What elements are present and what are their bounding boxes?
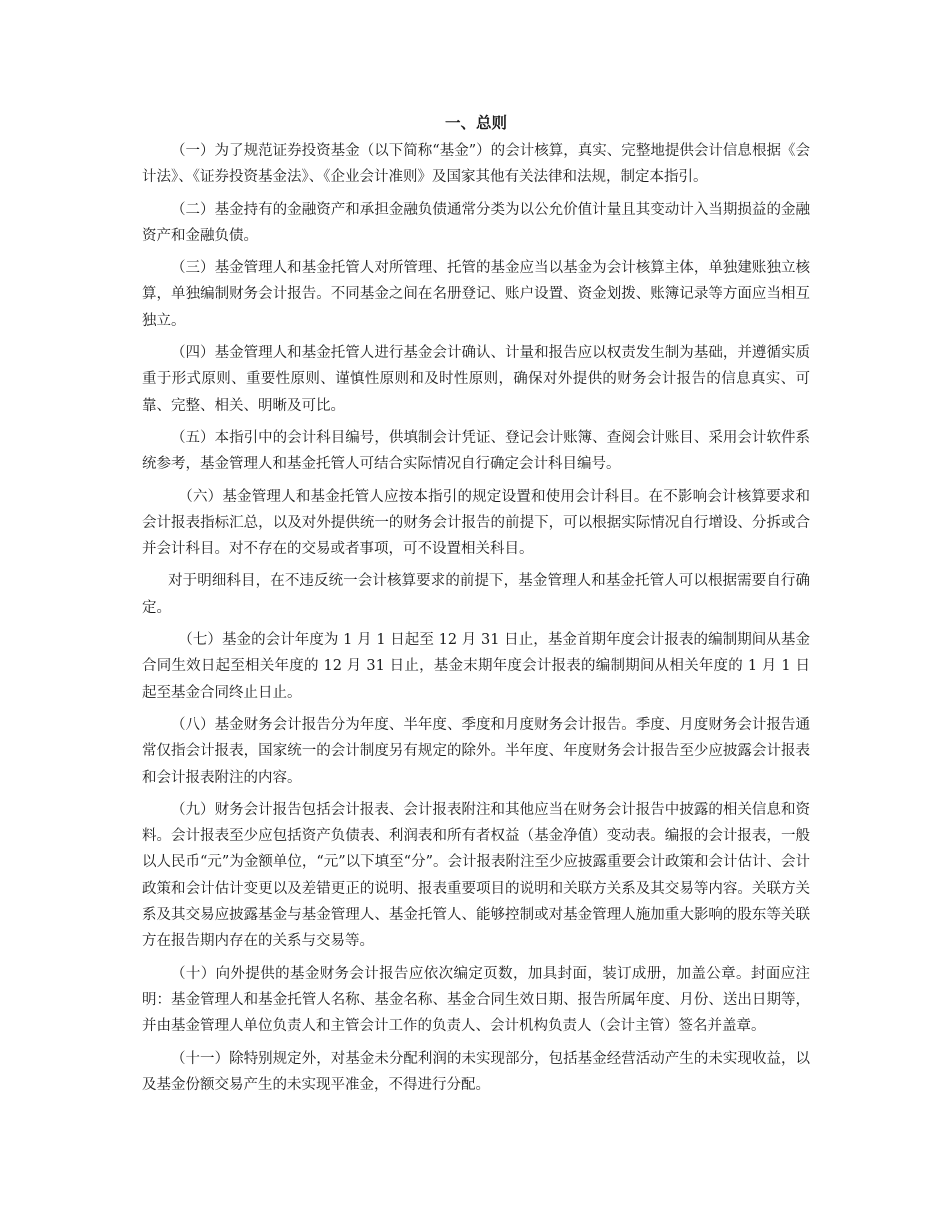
paragraph-7: （七）基金的会计年度为 1 月 1 日起至 12 月 31 日止，基金首期年度会计报表的编制期间从基金合同生效日起至相关年度的 12 月 31 日止，基金末期年度会计报表的编制期间从相关年度的 1 月 1 日起至基金合同终止日止。 <box>142 632 810 701</box>
paragraph-3: （三）基金管理人和基金托管人对所管理、托管的基金应当以基金为会计核算主体，单独建账独立核算，单独编制财务会计报告。不同基金之间在名册登记、账户设置、资金划拨、账簿记录等方面应当相互独立。 <box>142 260 810 329</box>
paragraph-1: （一）为了规范证券投资基金（以下简称“基金”）的会计核算，真实、完整地提供会计信息根据《会计法》、《证券投资基金法》、《企业会计准则》及国家其他有关法律和法规，制定本指引。 <box>142 143 810 186</box>
paragraph-4: （四）基金管理人和基金托管人进行基金会计确认、计量和报告应以权责发生制为基础，并遵循实质重于形式原则、重要性原则、谨慎性原则和及时性原则，确保对外提供的财务会计报告的信息真实、可靠、完整、相关、明晰及可比。 <box>142 345 810 414</box>
paragraph-5: （五）本指引中的会计科目编号，供填制会计凭证、登记会计账簿、查阅会计账目、采用会计软件系统参考，基金管理人和基金托管人可结合实际情况自行确定会计科目编号。 <box>142 429 810 473</box>
section-title: 一、总则 <box>444 113 507 132</box>
document-body <box>142 110 810 1098</box>
paragraph-8: （八）基金财务会计报告分为年度、半年度、季度和月度财务会计报告。季度、月度财务会计报告通常仅指会计报表，国家统一的会计制度另有规定的除外。半年度、年度财务会计报告至少应披露会计报表和会计报表附注的内容。 <box>142 716 810 786</box>
paragraph-6-note: 对于明细科目，在不违反统一会计核算要求的前提下，基金管理人和基金托管人可以根据需要自行确定。 <box>142 573 810 616</box>
paragraph-10: （十）向外提供的基金财务会计报告应依次编定页数，加具封面，装订成册，加盖公章。封面应注明：基金管理人和基金托管人名称、基金名称、基金合同生效日期、报告所属年度、月份、送出日期等，并由基金管理人单位负责人和主管会计工作的负责人、会计机构负责人（会计主管）签名并盖章。 <box>142 965 810 1035</box>
paragraph-9: （九）财务会计报告包括会计报表、会计报表附注和其他应当在财务会计报告中披露的相关信息和资料。会计报表至少应包括资产负债表、利润表和所有者权益（基金净值）变动表。编报的会计报表，一般以人民币“元”为金额单位，“元”以下填至“分”。会计报表附注至少应披露重要会计政策和会计估计、会计政策和会计估计变更以及差错更正的说明、报表重要项目的说明和关联方关系及其交易等内容。关联方关系及其交易应披露基金与基金管理人、基金托管人、能够控制或对基金管理人施加重大影响的股东等关联方在报告期内存在的关系与交易等。 <box>142 801 810 950</box>
paragraph-6: （六）基金管理人和基金托管人应按本指引的规定设置和使用会计科目。在不影响会计核算要求和会计报表指标汇总，以及对外提供统一的财务会计报告的前提下，可以根据实际情况自行增设、分拆或合并会计科目。对不存在的交易或者事项，可不设置相关科目。 <box>142 488 810 558</box>
paragraph-11: （十一）除特别规定外，对基金未分配利润的未实现部分，包括基金经营活动产生的未实现收益，以及基金份额交易产生的未实现平准金，不得进行分配。 <box>142 1050 810 1093</box>
paragraph-2: （二）基金持有的金融资产和承担金融负债通常分类为以公允价值计量且其变动计入当期损益的金融资产和金融负债。 <box>142 201 810 244</box>
